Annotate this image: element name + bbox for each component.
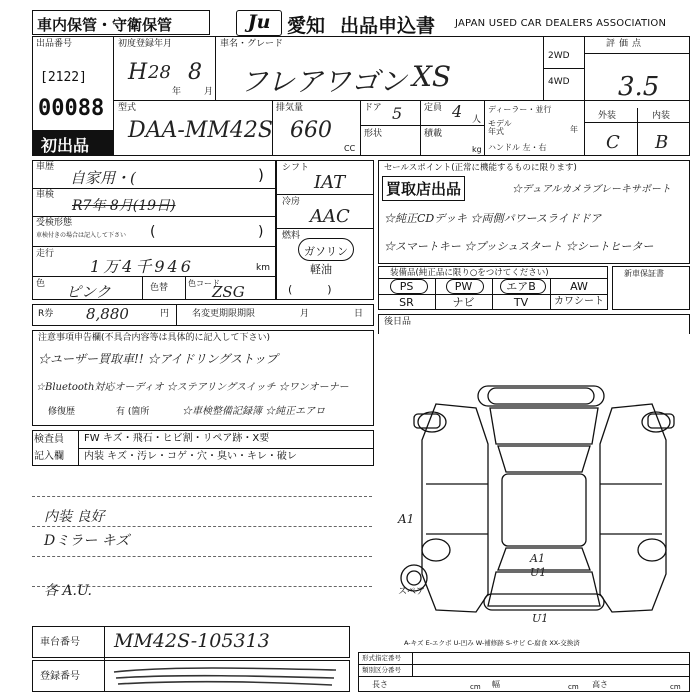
color-code-label: 色コード — [188, 279, 220, 288]
equip-airbag: エアB — [506, 280, 536, 293]
equip-tv: TV — [513, 296, 529, 309]
length-label: 長さ — [372, 680, 388, 689]
rear-items-label: 後日品 — [384, 317, 412, 327]
reg-month-unit: 月 — [204, 87, 214, 97]
lot-code: [2122] — [40, 70, 87, 85]
car-diagram — [396, 344, 692, 644]
color-change-label: 色替 — [150, 283, 169, 293]
width-unit: cm — [568, 683, 579, 691]
drive-4wd: 4WD — [548, 77, 570, 87]
color-label: 色 — [36, 279, 46, 289]
equip-aw: AW — [570, 280, 588, 293]
reg-year: 28 — [148, 62, 171, 83]
document-title: 出品申込書 — [340, 15, 436, 37]
storage-status-box — [32, 10, 210, 35]
model-year-unit: 年 — [570, 125, 578, 134]
inspection-row-2: 内装 キズ・汚レ・コゲ・穴・臭い・キレ・破レ — [84, 451, 297, 462]
color-code-value: ZSG — [212, 283, 245, 301]
diagram-mark-left: A1 — [398, 512, 415, 526]
cc-unit: CC — [344, 144, 356, 153]
model-value: DAA-MM42S — [128, 118, 273, 143]
kg-unit: kg — [472, 145, 482, 154]
name-change-month: 月 — [300, 309, 310, 319]
height-label: 高さ — [592, 680, 608, 689]
handwritten-line-1: 内装 良好 — [44, 509, 105, 525]
org-name: 愛知 — [287, 15, 326, 37]
length-unit: cm — [470, 683, 481, 691]
selling-point-2: ☆純正CDデッキ ☆両側パワースライドドア — [384, 212, 602, 225]
buyer-shop-box — [382, 176, 465, 201]
int-label: 内装 — [652, 111, 671, 121]
equipment-label: 装備品(純正品に限り○をつけてください) — [390, 268, 549, 278]
notes-line-1: ☆ユーザー買取車!! ☆アイドリングストップ — [38, 352, 278, 366]
aircon-value: AAC — [310, 206, 350, 227]
ext-grade: C — [606, 132, 620, 153]
buyer-shop-text: 買取店出品 — [386, 180, 462, 198]
category-number-label: 類別区分番号 — [362, 666, 401, 674]
registration-scribble — [110, 664, 340, 690]
person-unit: 人 — [472, 115, 482, 125]
drive-2wd: 2WD — [548, 51, 570, 61]
shift-value: IAT — [314, 172, 346, 193]
capacity-label: 定員 — [424, 103, 443, 113]
selling-point-3: ☆スマートキー ☆プッシュスタート ☆シートヒーター — [384, 240, 654, 253]
aircon-label: 冷房 — [282, 197, 301, 207]
recycle-yen: 円 — [160, 309, 170, 319]
type-value: 自家用・( — [70, 169, 136, 187]
first-listing-badge — [33, 130, 113, 155]
height-unit: cm — [670, 683, 681, 691]
lot-label: 出品番号 — [36, 39, 73, 49]
inspection-label: 車検 — [36, 190, 55, 200]
selling-points-label: セールスポイント(正常に機能するものに限ります) — [384, 163, 577, 173]
color-value: ピンク — [66, 283, 111, 301]
fuel-alt: 軽油 — [310, 263, 332, 276]
repair-value: 有 (箇所 — [116, 407, 150, 417]
chassis-label: 車台番号 — [40, 637, 80, 648]
notes-label: 注意事項申告欄(不具合内容等は具体的に記入して下さい) — [38, 333, 271, 343]
fuel-label: 燃料 — [282, 231, 301, 241]
equip-pw: PW — [454, 280, 473, 293]
warranty-label: 受検形態 — [36, 218, 73, 228]
inspection-row-1: FW キズ・飛石・ヒビ割・リペア跡・X要 — [84, 433, 270, 444]
diagram-mark-roof: A1 — [530, 552, 545, 565]
displacement-label: 排気量 — [276, 103, 304, 113]
model-label: 型式 — [118, 103, 137, 113]
warranty-close-paren: ) — [258, 224, 264, 240]
lot-number: 00088 — [38, 96, 105, 121]
reg-year-unit: 年 — [172, 87, 182, 97]
fuel-paren: ( ) — [288, 283, 332, 296]
km-unit: km — [256, 263, 270, 273]
name-change-day: 日 — [354, 309, 364, 319]
repair-note: ☆車検整備記録簿 ☆純正エアロ — [182, 406, 326, 417]
mileage-label: 走行 — [36, 249, 55, 259]
dealer-label: ディーラー・並行 — [488, 105, 552, 114]
new-warranty-label: 新車保証書 — [624, 269, 664, 278]
load-label: 積載 — [424, 129, 443, 139]
shape-label: 形状 — [364, 129, 383, 139]
equip-leather-seat: カワシート — [554, 296, 604, 307]
diagram-legend: A-キズ E-エクボ U-凹み W-補修跡 S-サビ C-腐食 XX-交換済 — [404, 639, 580, 647]
warranty-note: 車検付きの場合は記入して下さい — [36, 232, 127, 239]
reg-month: 8 — [188, 60, 202, 85]
chassis-value: MM42S-105313 — [114, 630, 270, 652]
fuel-value: ガソリン — [304, 245, 348, 258]
selling-point-1: ☆デュアルカメラブレーキサポート — [512, 184, 671, 195]
capacity-value: 4 — [452, 102, 463, 121]
handwritten-line-3: 各 A.U. — [44, 583, 92, 599]
diagram-mark-roof-2: U1 — [530, 566, 547, 579]
width-label: 幅 — [492, 680, 500, 689]
ju-logo: Ju — [236, 10, 282, 36]
car-grade: XS — [412, 60, 452, 93]
rear-items-box — [378, 314, 690, 334]
recycle-value: 8,880 — [86, 305, 129, 323]
handwritten-line-2: Dミラー キズ — [44, 533, 130, 549]
shift-label: シフト — [282, 163, 310, 173]
rating-label: 評価点 — [606, 39, 646, 49]
name-change-label: 名変更期限期限 — [192, 309, 256, 319]
doors-value: 5 — [392, 104, 403, 123]
car-name-label: 車名・グレード — [220, 39, 284, 49]
recycle-label: R券 — [38, 309, 54, 319]
form-number-box — [358, 652, 690, 692]
first-listing-text: 初出品 — [41, 136, 90, 155]
entry-label: 記入欄 — [34, 451, 64, 462]
association-name: JAPAN USED CAR DEALERS ASSOCIATION — [455, 18, 667, 29]
notes-line-2: ☆Bluetooth対応オーディオ ☆ステアリングスイッチ ☆ワンオーナー — [36, 382, 349, 393]
mileage-value: 1万4千946 — [90, 257, 194, 276]
reg-era: H — [128, 60, 148, 85]
displacement-value: 660 — [290, 118, 332, 143]
handle-label: ハンドル 左・右 — [488, 143, 547, 152]
repair-label: 修復歴 — [48, 407, 76, 417]
storage-status: 車内保管・守衛保管 — [37, 16, 173, 34]
diagram-mark-rear: U1 — [532, 612, 549, 625]
equip-ps: PS — [399, 280, 414, 293]
inspector-label: 検査員 — [34, 434, 64, 445]
int-grade: B — [655, 132, 669, 153]
ext-label: 外装 — [598, 111, 617, 121]
warranty-value: ( — [150, 224, 156, 240]
type-label: 車歴 — [36, 162, 55, 172]
rating-score: 3.5 — [618, 72, 660, 102]
fuel-value-circled — [298, 238, 354, 261]
model-year-label: モデル年式 — [488, 119, 512, 136]
reg-label: 初度登録年月 — [118, 39, 173, 49]
inspection-value: R7年 8月(19日) — [72, 198, 176, 214]
type-close-paren: ) — [258, 166, 264, 184]
form-number-label: 形式指定番号 — [362, 654, 401, 662]
equip-sr: SR — [399, 296, 414, 309]
registration-label: 登録番号 — [40, 671, 80, 682]
doors-label: ドア — [364, 103, 382, 113]
car-name: フレアワゴン — [240, 65, 407, 98]
spare-label: スペア — [398, 587, 426, 597]
equip-navi: ナビ — [452, 296, 475, 309]
